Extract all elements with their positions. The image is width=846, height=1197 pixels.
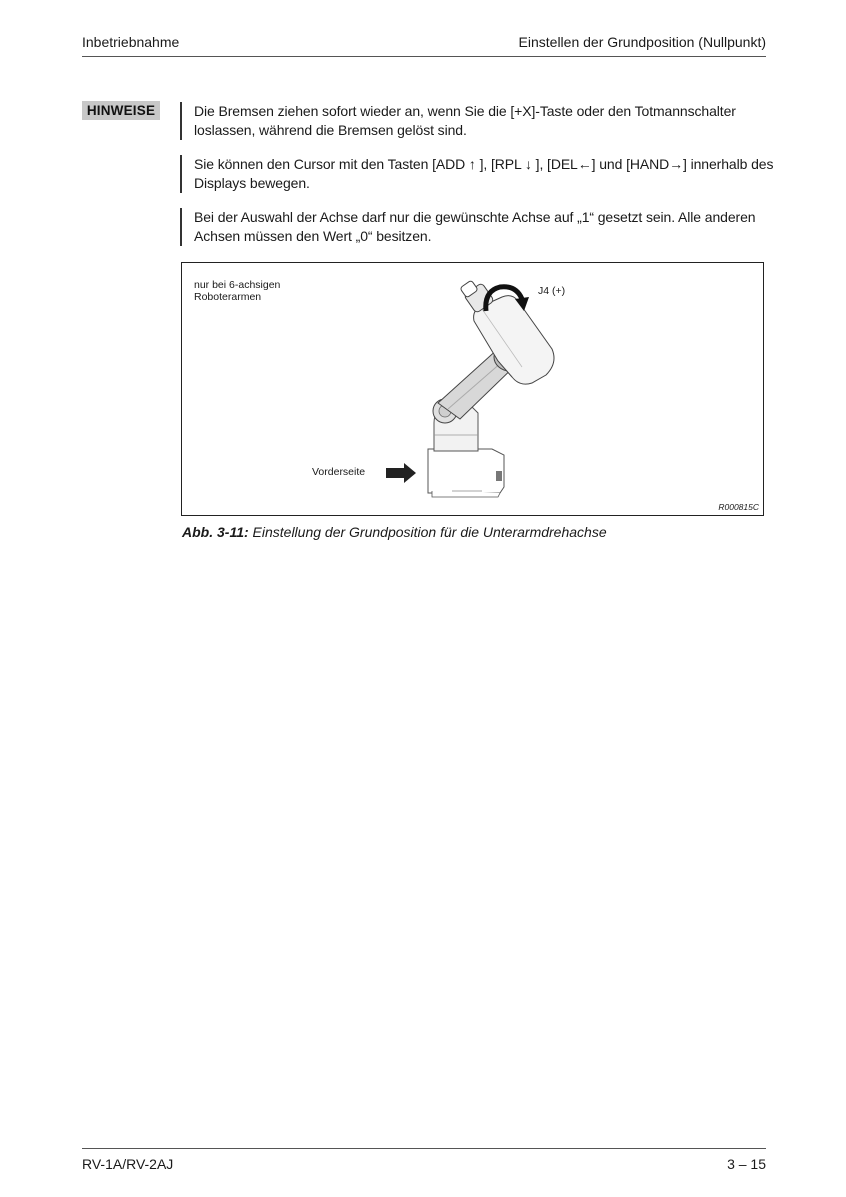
figure-caption xyxy=(182,524,607,540)
note-text: Sie können den Cursor mit den Tasten [ADD ↑ ], [RPL ↓ ], [DEL←] und [HAND→] innerhalb des Displays bewegen. xyxy=(194,156,774,191)
footer-model: RV-1A/RV-2AJ xyxy=(82,1156,174,1172)
note-item xyxy=(180,102,782,140)
front-label: Vorderseite xyxy=(312,466,366,478)
figure-note: nur bei 6-achsigen Roboterarmen xyxy=(194,279,281,303)
page-number: 3 – 15 xyxy=(727,1156,766,1172)
note-text: Die Bremsen ziehen sofort wieder an, wenn Sie die [+X]-Taste oder den Totmannschalter loslassen, während die Bremsen gelöst sind. xyxy=(194,103,736,138)
front-direction-arrow xyxy=(386,463,416,483)
header-divider xyxy=(82,56,766,57)
caption-text: Einstellung der Grundposition für die Unterarmdrehachse xyxy=(252,524,607,540)
note-item xyxy=(180,208,782,246)
header-section-title: Einstellen der Grundposition (Nullpunkt) xyxy=(518,34,766,50)
base-connector xyxy=(496,471,502,481)
note-text: Bei der Auswahl der Achse darf nur die gewünschte Achse auf „1“ gesetzt sein. Alle anderen Achsen müssen den Wert „0“ besitzen. xyxy=(194,209,756,244)
figure-code: R000815C xyxy=(718,502,759,512)
robot-base xyxy=(428,449,504,493)
figure-frame xyxy=(181,262,764,516)
note-label: HINWEISE xyxy=(82,101,160,120)
header-chapter: Inbetriebnahme xyxy=(82,34,180,50)
axis-label-j4: J4 (+) xyxy=(538,285,566,297)
note-item xyxy=(180,155,782,193)
caption-number: Abb. 3-11: xyxy=(182,524,249,540)
footer-divider xyxy=(82,1148,766,1149)
